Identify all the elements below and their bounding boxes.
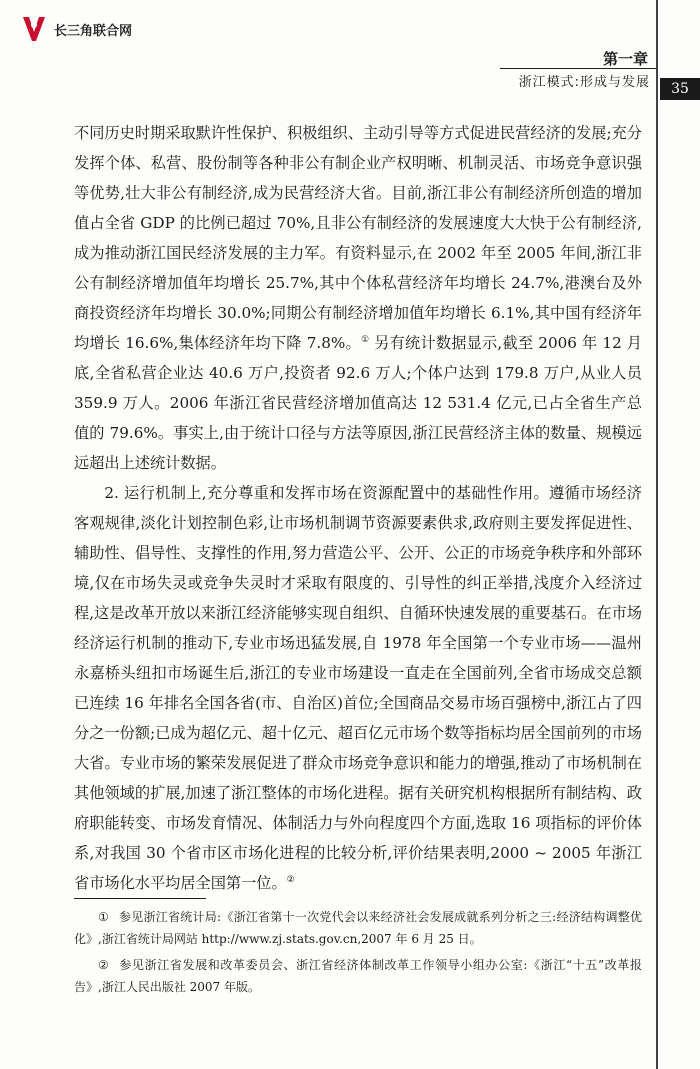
paragraph-2: 2. 运行机制上,充分尊重和发挥市场在资源配置中的基础性作用。遵循市场经济客观规律,淡化计划控制色彩,让市场机制调节资源要素供求,政府则主要发挥促进性、辅助性、倡导性、支撑性的作用,努力营造公平、公开、公正的市场竞争秩序和外部环境,仅在市场失灵或竞争失灵时才采取有限度的、引导性的纠正举措,浅度介入经济过程,这是改革开放以来浙江经济能够实现自组织、自循环快速发展的重要基石。在市场经济运行机制的推动下,专业市场迅猛发展,自 1978 年全国第一个专业市场——温州永嘉桥头纽扣市场诞生后,浙江的专业市场建设一直走在全国前列,全省市场成交总额已连续 16 年排名全国各省(市、自治区)首位;全国商品交易市场百强榜中,浙江占了四分之一份额;已成为超亿元、超十亿元、超百亿元市场个数等指标均居全国前列的市场大省。专业市场的繁荣发展促进了群众市场竞争意识和能力的增强,推动了市场机制在其他领域的扩展,加速了浙江整体的市场化进程。据有关研究机构根据所有制结构、政府职能转变、市场发育情况、体制活力与外向程度四个方面,选取 16 项指标的评价体系,对我国 30 个省市区市场化进程的比较分析,评价结果表明,2000 ~ 2005 年浙江省市场化水平均居全国第一位。② [74,484,642,892]
page-number: 35 [660,78,700,100]
footnote-ref-2: ② [286,874,295,885]
footnote-divider [74,898,206,899]
chapter-label: 第一章 [602,50,648,68]
page-edge-rule [656,0,658,1069]
site-logo-icon [20,14,48,44]
site-logo [20,14,132,44]
footnote-ref-1: ① [360,334,370,345]
footnotes [74,906,642,1002]
footnote-1: ① 参见浙江省统计局:《浙江省第十一次党代会以来经济社会发展成就系列分析之三:经济结构调整优化》,浙江省统计局网站 http://www.zj.stats.gov.cn,2007 年 6 月 25 日。 [74,910,642,946]
chapter-subtitle: 浙江模式:形成与发展 [518,75,650,90]
header-rule [500,68,656,69]
footnote-2: ② 参见浙江省发展和改革委员会、浙江省经济体制改革工作领导小组办公室:《浙江“十五”改革报告》,浙江人民出版社 2007 年版。 [74,958,642,994]
body-text [74,118,642,898]
site-name: 长三角联合网 [54,23,133,39]
paragraph-1: 不同历史时期采取默许性保护、积极组织、主动引导等方式促进民营经济的发展;充分发挥个体、私营、股份制等各种非公有制企业产权明晰、机制灵活、市场竞争意识强等优势,壮大非公有制经济,成为民营经济大省。目前,浙江非公有制经济所创造的增加值占全省 GDP 的比例已超过 70%,且非公有制经济的发展速度大大快于公有制经济,成为推动浙江国民经济发展的主力军。有资料显示,在 2002 年至 2005 年间,浙江非公有制经济增加值年均增长 25.7%,其中个体私营经济年均增长 24.7%,港澳台及外商投资经济年均增长 30.0%;同期公有制经济增加值年均增长 6.1%,其中国有经济年均增长 16.6%,集体经济年均下降 7.8%。① 另有统计数据显示,截至 2006 年 12 月底,全省私营企业达 40.6 万户,投资者 92.6 万人;个体户达到 179.8 万户,从业人员 359.9 万人。2006 年浙江省民营经济增加值高达 12 531.4 亿元,已占全省生产总值的 79.6%。事实上,由于统计口径与方法等原因,浙江民营经济主体的数量、规模远远超出上述统计数据。 [74,124,642,472]
